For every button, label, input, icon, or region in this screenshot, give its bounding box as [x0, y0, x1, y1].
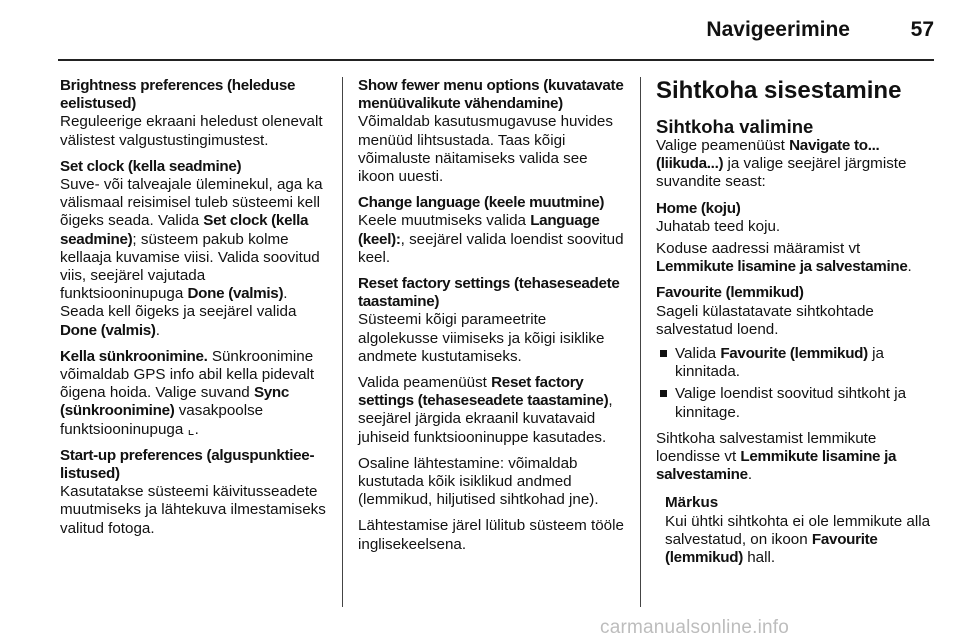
paragraph: Valida peamenüüst Reset factory settings (tehaseseadete taastamine), seejärel järgida ekraanil kuvatavaid juhiseid funktsiooninuppe kasutades. [358, 374, 613, 446]
setting-description: Kasutatakse süsteemi käivitusseadete muutmiseks ja lähtekuva ilmestamiseks valitud fotoga. [60, 483, 326, 537]
page-number: 57 [910, 18, 934, 41]
list-item: Valida Favourite (lemmikud) ja kinnitada. [660, 345, 934, 381]
option-description: Juhatab teed koju. [656, 217, 781, 235]
setting-entry-clock [60, 158, 326, 340]
column-divider [640, 77, 641, 607]
option-entry-favourite [656, 284, 934, 339]
setting-term: Start-up preferences (alguspunktiee-listused) [60, 446, 315, 483]
bullet-square-icon [660, 390, 667, 397]
option-description: Sageli külastatavate sihtkohtade salvestatud loend. [656, 302, 874, 338]
setting-description: Keele muutmiseks valida Language (keel):, seejärel valida loendist soovitud keel. [358, 212, 624, 266]
setting-entry-sync [60, 348, 326, 439]
option-term: Home (koju) [656, 199, 741, 217]
paragraph: Koduse aadressi määramist vt Lemmikute lisamine ja salvestamine. [656, 240, 912, 276]
column-left [60, 77, 326, 546]
setting-entry-brightness [60, 77, 326, 150]
setting-description: Võimaldab kasutusmugavuse huvides menüüd lihtsustada. Taas kõigi võimaluste näitamiseks valida see ikoon uuesti. [358, 113, 613, 186]
column-right [656, 77, 934, 567]
option-term: Favourite (lemmikud) [656, 284, 804, 302]
paragraph: Sihtkoha salvestamist lemmikute loendisse vt Lemmikute lisamine ja salvestamine. [656, 429, 897, 484]
setting-entry-startup [60, 447, 326, 538]
setting-term: Change language (keele muutmine) [358, 194, 605, 212]
setting-term: Show fewer menu options (kuvatavate menüüvalikute vähendamine) [358, 77, 624, 113]
softkey-icon: ⌞ [187, 420, 195, 438]
watermark: carmanualsonline.info [600, 617, 790, 638]
paragraph: Lähtestamise järel lülitub süsteem tööle inglisekeelsena. [358, 517, 624, 553]
note-text: Kui ühtki sihtkohta ei ole lemmikute alla salvestatud, on ikoon Favourite (lemmikud) hall. [665, 512, 931, 567]
setting-description: Suve- või talveajale üleminekul, aga ka välismaal reisimisel tuleb süsteemi kell õigeks seada. Valida Set clock (kella seadmine); süsteem pakub kolme kellaaja kuvamise viisi. Valida soovitud viis, seejärel vajutada funktsiooninupuga Done (valmis). Seada kell õigeks ja seejärel valida Done (valmis). [60, 176, 323, 339]
section-heading: Sihtkoha sisestamine [656, 77, 902, 104]
note-box [665, 494, 934, 567]
setting-description: Reguleerige ekraani heledust olenevalt välistest valgustustingimustest. [60, 113, 323, 149]
option-entry-home [656, 200, 934, 236]
header-divider [58, 59, 934, 61]
list-item: Valige loendist soovitud sihtkoht ja kinnitage. [660, 385, 934, 421]
page-header-title: Navigeerimine [706, 18, 850, 41]
setting-description: Kella sünkroonimine. Sünkroonimine võimaldab GPS info abil kella pidevalt õigena hoida. Valige suvand Sync (sünkroonimine) vasakpoolse funktsiooninupuga ⌞. [60, 347, 315, 438]
setting-entry-reset [358, 275, 624, 366]
column-middle [358, 77, 624, 562]
setting-term: Set clock (kella seadmine) [60, 157, 242, 175]
column-divider [342, 77, 343, 607]
paragraph: Valige peamenüüst Navigate to... (liikuda...) ja valige seejärel järgmiste suvandite seast: [656, 137, 907, 191]
setting-description: Süsteemi kõigi parameetrite algolekusse viimiseks ja kõigi isiklike andmete kustutamiseks. [358, 311, 605, 365]
setting-term: Brightness preferences (heleduse eelistused) [60, 77, 296, 113]
bullet-square-icon [660, 350, 667, 357]
note-title: Märkus [665, 494, 719, 512]
paragraph: Osaline lähtestamine: võimaldab kustutada kõik isiklikud andmed (lemmikud, hiljutised sihtkohad jne). [358, 454, 599, 509]
setting-entry-menu [358, 77, 624, 186]
subsection-heading: Sihtkoha valimine [656, 116, 814, 137]
setting-term: Reset factory settings (tehaseseadete taastamine) [358, 275, 620, 311]
setting-entry-language [358, 194, 624, 267]
